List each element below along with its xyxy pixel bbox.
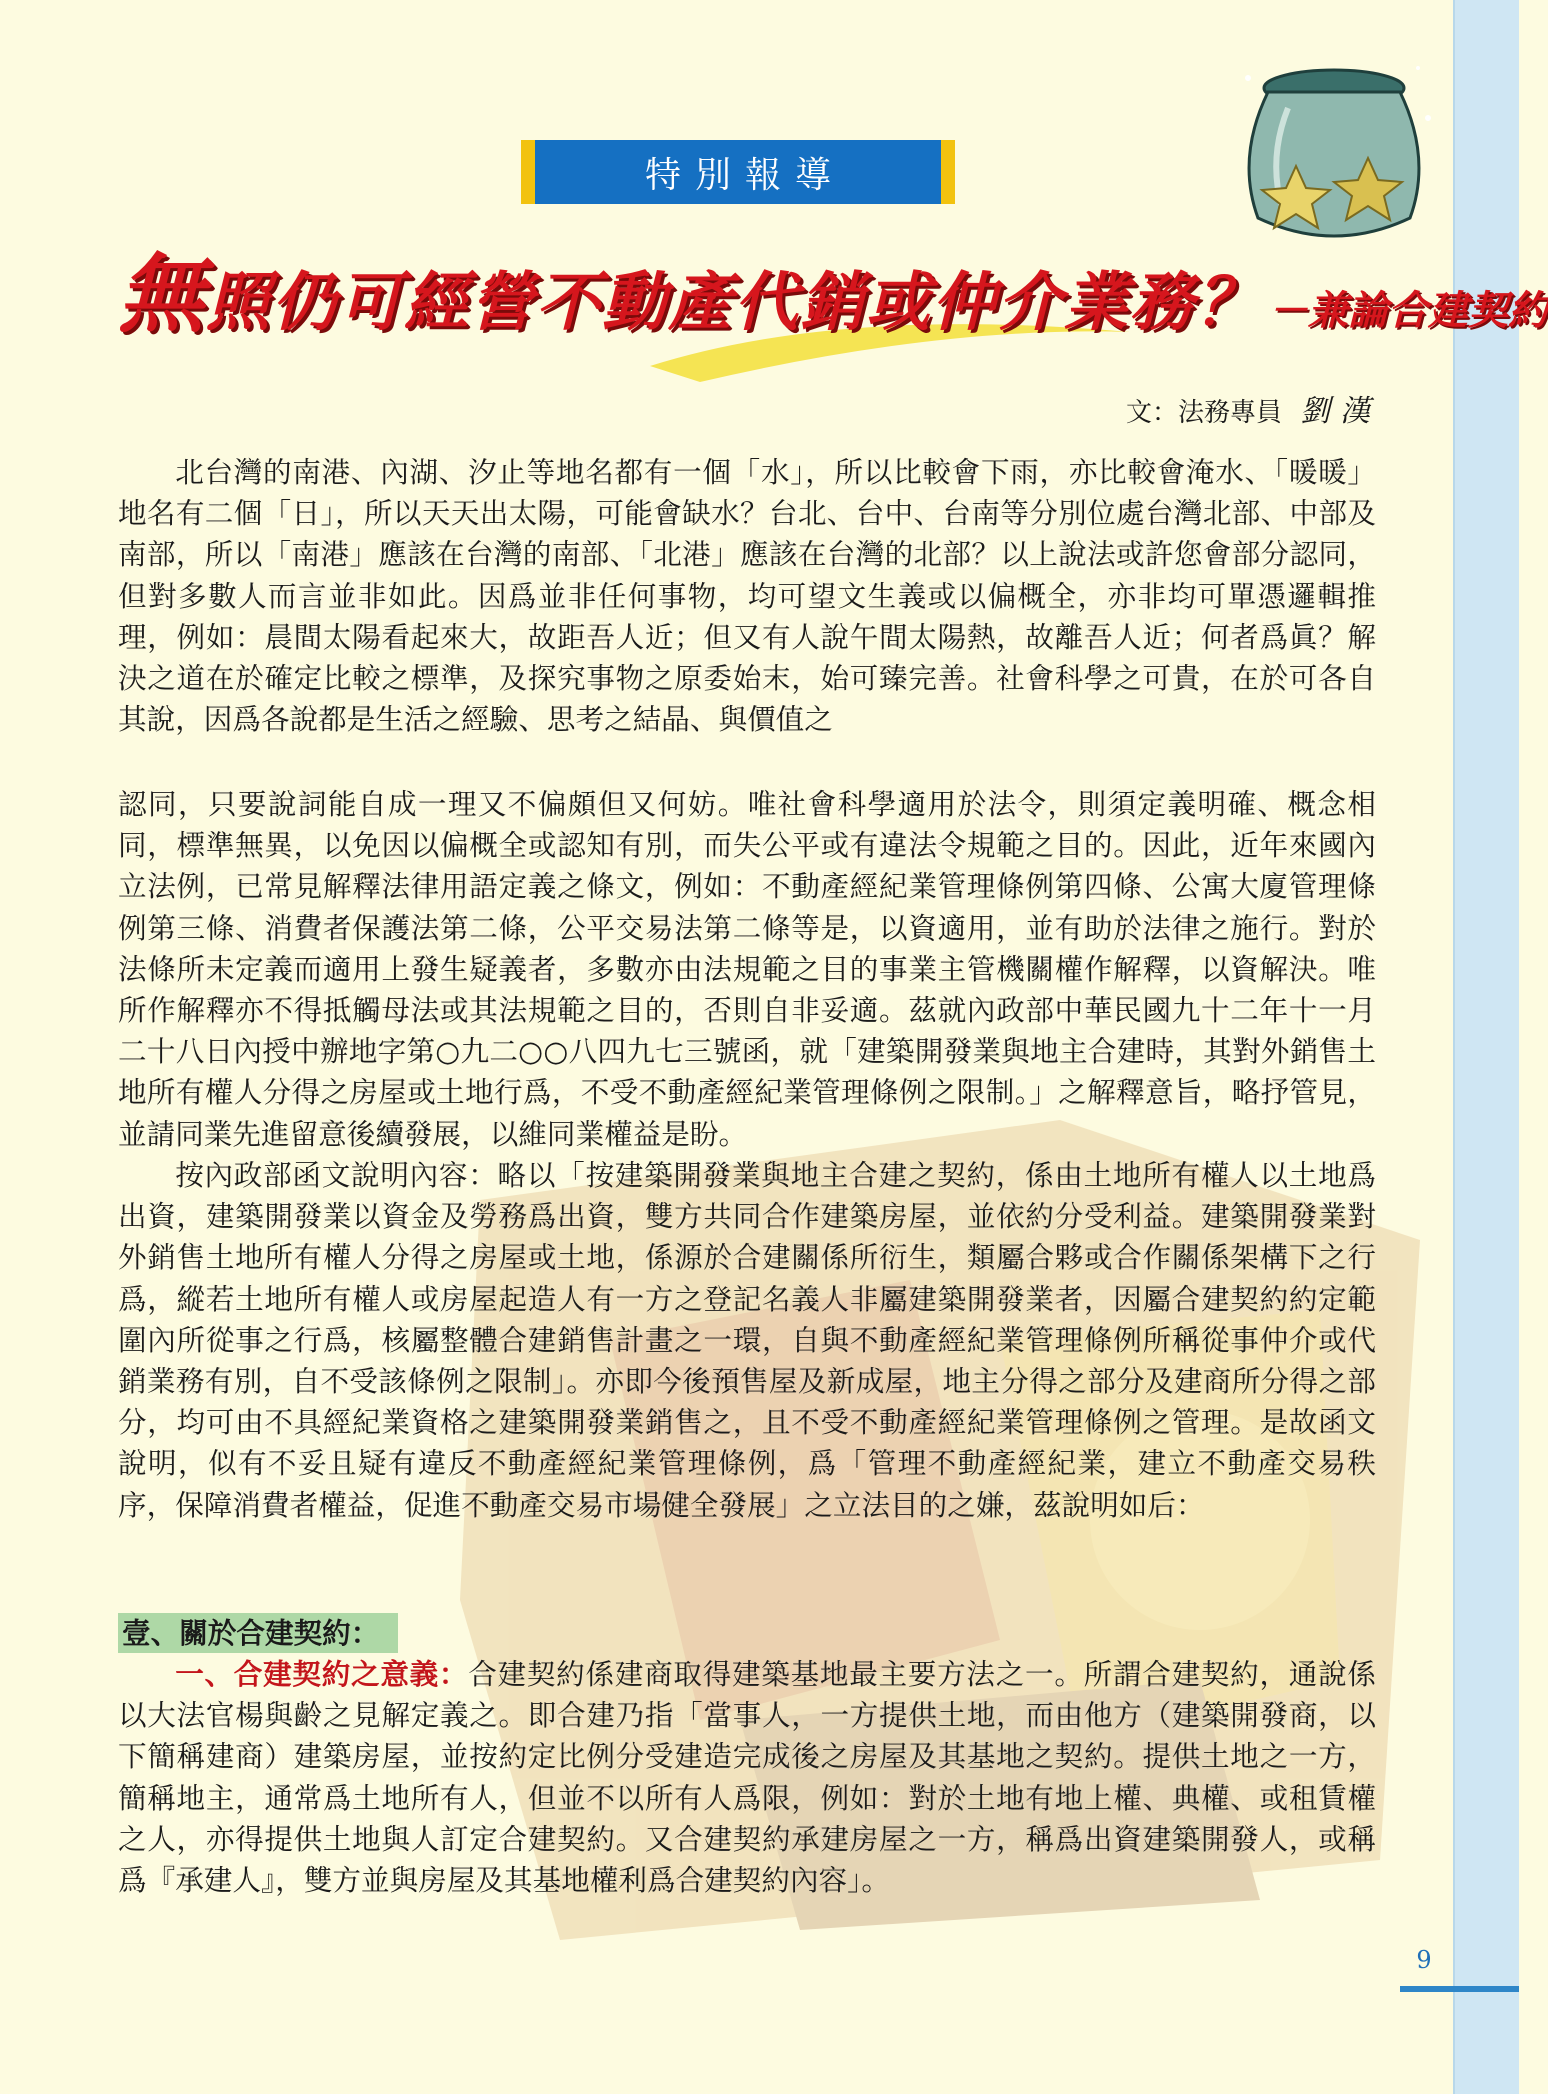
byline-role: 文：法務專員 xyxy=(1125,398,1282,428)
paragraph-4-label: 一、合建契約之意義： xyxy=(175,1657,469,1691)
title-subtitle: －兼論合建契約 xyxy=(1268,287,1548,334)
paragraph-3: 按內政部函文說明內容：略以「按建築開發業與地主合建之契約，係由土地所有權人以土地爲出資，建築開發業以資金及勞務爲出資，雙方共同合作建築房屋，並依約分受利益。建築開發業對外銷售土地所有權人分得之房屋或土地，係源於合建關係所衍生，類屬合夥或合作關係架構下之行爲，縱若土地所有權人或房屋起造人有一方之登記名義人非屬建築開發業者，因屬合建契約約定範圍內所從事之行爲，核屬整體合建銷售計畫之一環，自與不動產經紀業管理條例所稱從事仲介或代銷業務有別，自不受該條例之限制」。亦即今後預售屋及新成屋，地主分得之部分及建商所分得之部分，均可由不具經紀業資格之建築開發業銷售之，且不受不動產經紀業管理條例之管理。是故函文說明，似有不妥且疑有違反不動產經紀業管理條例，爲「管理不動產經紀業，建立不動產交易秩序，保障消費者權益，促進不動產交易市場健全發展」之立法目的之嫌，茲說明如后： xyxy=(118,1158,1376,1522)
star-jar-illustration xyxy=(1218,48,1450,248)
page-number-rule xyxy=(1400,1986,1519,1992)
page-number: 9 xyxy=(1416,1946,1432,1974)
paragraph-2: 認同，只要說詞能自成一理又不偏頗但又何妨。唯社會科學適用於法令，則須定義明確、概念相同，標準無異，以免因以偏概全或認知有別，而失公平或有違法令規範之目的。因此，近年來國內立法例，已常見解釋法律用語定義之條文，例如：不動產經紀業管理條例第四條、公寓大廈管理條例第三條、消費者保護法第二條，公平交易法第二條等是，以資適用，並有助於法律之施行。對於法條所未定義而適用上發生疑義者，多數亦由法規範之目的事業主管機關權作解釋，以資解決。唯所作解釋亦不得抵觸母法或其法規範之目的，否則自非妥適。茲就內政部中華民國九十二年十一月二十八日內授中辦地字第○九二○○八四九七三號函，就「建築開發業與地主合建時，其對外銷售土地所有權人分得之房屋或土地行爲，不受不動產經紀業管理條例之限制。」之解釋意旨，略抒管見，並請同業先進留意後續發展，以維同業權益是盼。 xyxy=(118,787,1376,1151)
title-first-char: 無 xyxy=(118,244,206,345)
section-banner: 特別報導 xyxy=(521,140,955,204)
byline xyxy=(900,386,1380,430)
paragraph-4-body: 合建契約係建商取得建築基地最主要方法之一。所謂合建契約，通說係以大法官楊與齡之見解定義之。即合建乃指「當事人，一方提供土地，而由他方（建築開發商，以下簡稱建商）建築房屋，並按約定比例分受建造完成後之房屋及其基地之契約。提供土地之一方，簡稱地主，通常爲土地所有人，但並不以所有人爲限，例如：對於土地有地上權、典權、或租賃權之人，亦得提供土地與人訂定合建契約。又合建契約承建房屋之一方，稱爲出資建築開發人，或稱爲『承建人』，雙方並與房屋及其基地權利爲合建契約內容」。 xyxy=(118,1657,1376,1898)
byline-author: 劉漢 xyxy=(1300,394,1380,429)
title-main: 照仍可經營不動產代銷或仲介業務？ xyxy=(206,265,1262,340)
section-heading: 壹、關於合建契約： xyxy=(122,1616,380,1650)
paragraph-4 xyxy=(118,1654,1376,1901)
paragraph-1: 北台灣的南港、內湖、汐止等地名都有一個「水」，所以比較會下雨，亦比較會淹水、「暖暖」地名有二個「日」，所以天天出太陽，可能會缺水？台北、台中、台南等分別位處台灣北部、中部及南部，所以「南港」應該在台灣的南部、「北港」應該在台灣的北部？以上說法或許您會部分認同，但對多數人而言並非如此。因爲並非任何事物，均可望文生義或以偏概全，亦非均可單憑邏輯推理，例如：晨間太陽看起來大，故距吾人近；但又有人說午間太陽熱，故離吾人近；何者爲眞？解決之道在於確定比較之標準，及探究事物之原委始末，始可臻完善。社會科學之可貴，在於可各自其說，因爲各說都是生活之經驗、思考之結晶、與價值之 xyxy=(118,455,1376,737)
article-title xyxy=(118,244,1548,345)
